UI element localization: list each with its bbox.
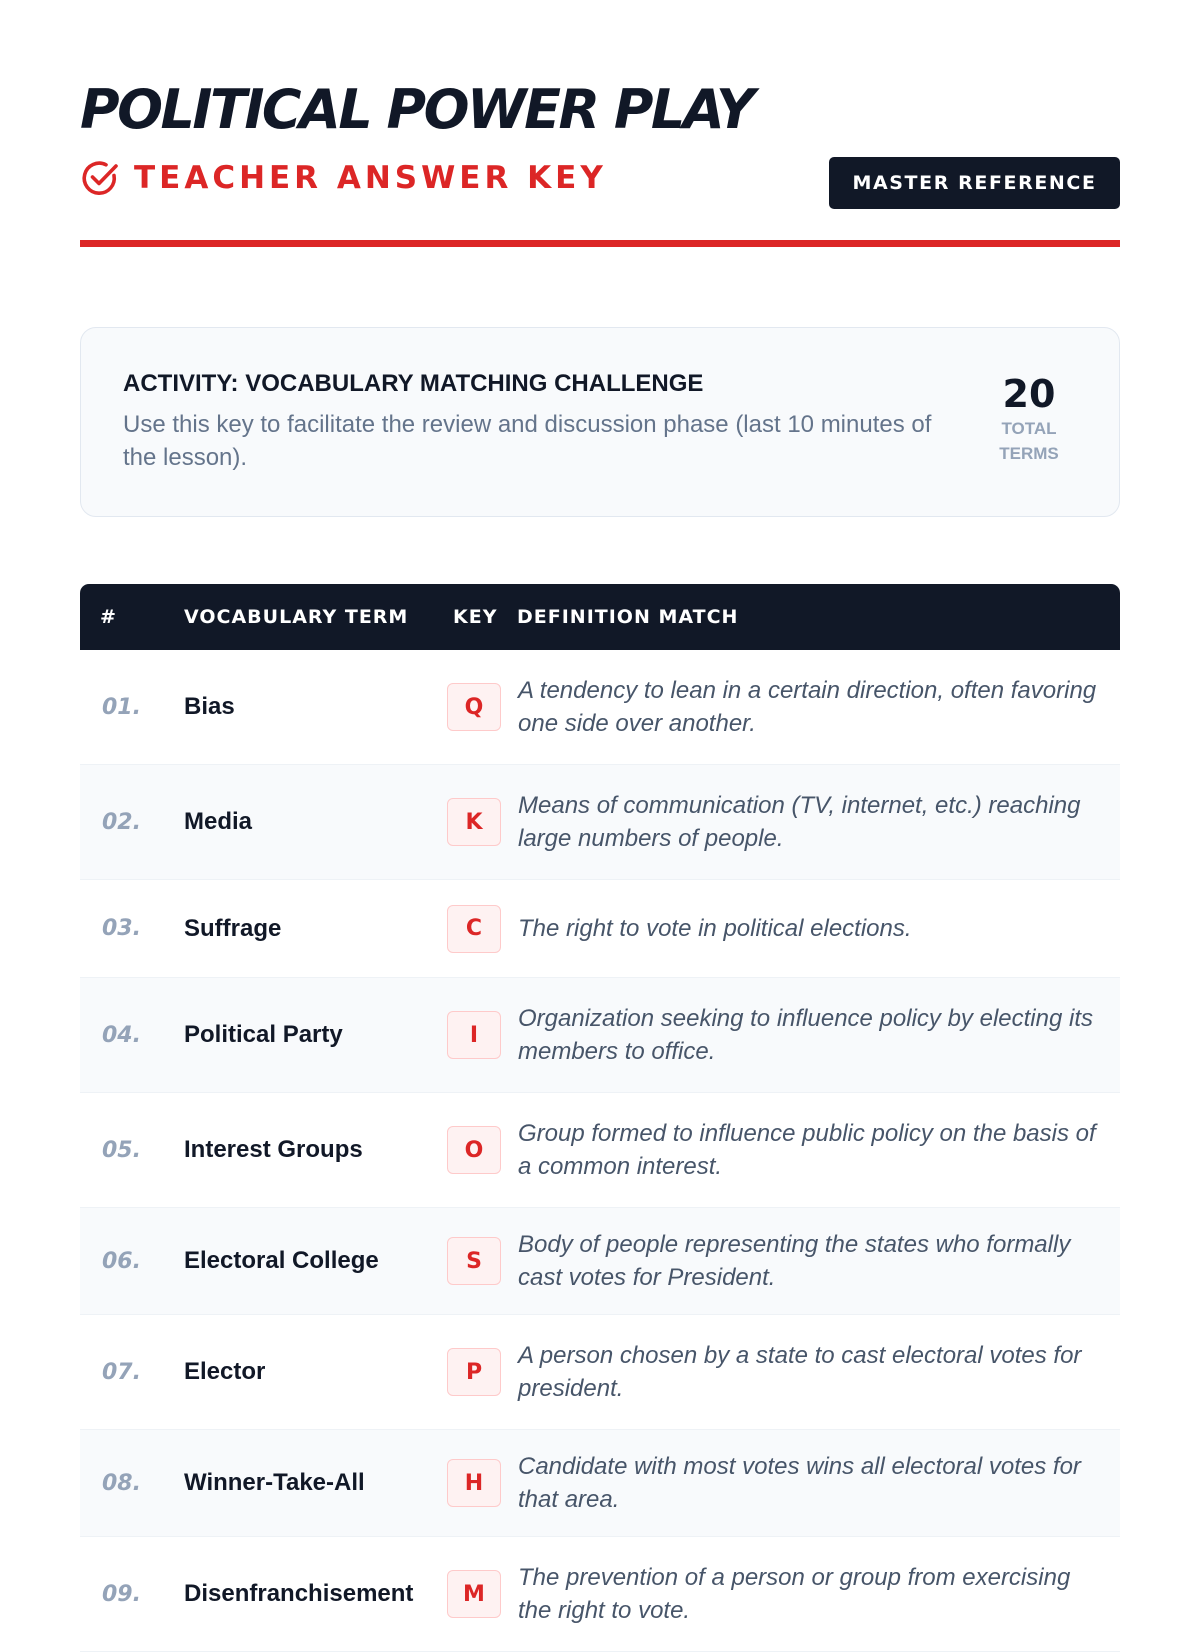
row-key-badge: M bbox=[447, 1570, 501, 1618]
activity-card bbox=[80, 327, 1120, 517]
row-number: 01. bbox=[102, 694, 141, 720]
activity-description: Use this key to facilitate the review and discussion phase (last 10 minutes of the lesson). bbox=[123, 411, 932, 471]
row-number: 09. bbox=[102, 1581, 141, 1607]
row-key-badge: H bbox=[447, 1459, 501, 1507]
row-definition: A person chosen by a state to cast electoral votes for president. bbox=[518, 1342, 1082, 1402]
row-number: 06. bbox=[102, 1248, 141, 1274]
row-number: 07. bbox=[102, 1359, 141, 1385]
table-row bbox=[80, 1537, 1120, 1652]
page-subtitle: TEACHER ANSWER KEY bbox=[134, 160, 607, 196]
row-term: Electoral College bbox=[184, 1247, 379, 1274]
row-definition: The prevention of a person or group from exercising the right to vote. bbox=[518, 1564, 1071, 1624]
row-definition: A tendency to lean in a certain direction, often favoring one side over another. bbox=[518, 677, 1097, 737]
page-header bbox=[80, 78, 1120, 142]
table-row bbox=[80, 1093, 1120, 1208]
row-term: Interest Groups bbox=[184, 1136, 363, 1163]
row-term: Disenfranchisement bbox=[184, 1580, 414, 1607]
term-count-number: 20 bbox=[1002, 372, 1056, 416]
row-definition: Candidate with most votes wins all electoral votes for that area. bbox=[518, 1453, 1081, 1513]
page-title: POLITICAL POWER PLAY bbox=[80, 78, 753, 141]
term-count-label-terms: TERMS bbox=[999, 444, 1059, 463]
row-key-badge: S bbox=[447, 1237, 501, 1285]
row-definition: Organization seeking to influence policy by electing its members to office. bbox=[518, 1005, 1093, 1065]
row-key-badge: O bbox=[447, 1126, 501, 1174]
row-term: Political Party bbox=[184, 1021, 343, 1048]
row-number: 05. bbox=[102, 1137, 141, 1163]
column-header-definition: DEFINITION MATCH bbox=[517, 606, 739, 628]
term-count bbox=[989, 372, 1069, 466]
column-header-term: VOCABULARY TERM bbox=[184, 606, 409, 628]
column-header-number: # bbox=[100, 606, 117, 628]
row-term: Elector bbox=[184, 1358, 266, 1385]
row-number: 04. bbox=[102, 1022, 141, 1048]
row-number: 08. bbox=[102, 1470, 141, 1496]
row-number: 03. bbox=[102, 916, 141, 941]
activity-title: ACTIVITY: VOCABULARY MATCHING CHALLENGE bbox=[123, 370, 704, 397]
term-count-label-total: TOTAL bbox=[1001, 419, 1057, 438]
column-header-key: KEY bbox=[453, 606, 498, 628]
row-definition: Group formed to influence public policy on the basis of a common interest. bbox=[518, 1120, 1096, 1180]
row-term: Suffrage bbox=[184, 914, 282, 942]
table-header bbox=[80, 584, 1120, 650]
row-key-badge: K bbox=[447, 798, 501, 846]
row-term: Winner-Take-All bbox=[184, 1469, 365, 1496]
check-circle-icon bbox=[80, 158, 120, 198]
header-divider bbox=[80, 240, 1120, 247]
row-key-badge: I bbox=[447, 1011, 501, 1059]
row-term: Media bbox=[184, 808, 253, 835]
table-row bbox=[80, 880, 1120, 978]
table-row bbox=[80, 765, 1120, 880]
table-row bbox=[80, 978, 1120, 1093]
vocabulary-table bbox=[80, 584, 1120, 1652]
table-row bbox=[80, 1430, 1120, 1537]
table-row bbox=[80, 1315, 1120, 1430]
row-key-badge: Q bbox=[447, 683, 501, 731]
row-key-badge: P bbox=[447, 1348, 501, 1396]
master-reference-badge: MASTER REFERENCE bbox=[829, 157, 1120, 209]
row-definition: The right to vote in political elections. bbox=[518, 915, 912, 942]
row-key-badge: C bbox=[447, 905, 501, 953]
table-row bbox=[80, 650, 1120, 765]
table-row bbox=[80, 1208, 1120, 1315]
row-definition: Body of people representing the states who formally cast votes for President. bbox=[518, 1231, 1071, 1291]
subtitle-row bbox=[80, 158, 607, 198]
row-term: Bias bbox=[184, 693, 235, 720]
row-number: 02. bbox=[102, 809, 141, 835]
row-definition: Means of communication (TV, internet, etc.) reaching large numbers of people. bbox=[518, 792, 1081, 852]
